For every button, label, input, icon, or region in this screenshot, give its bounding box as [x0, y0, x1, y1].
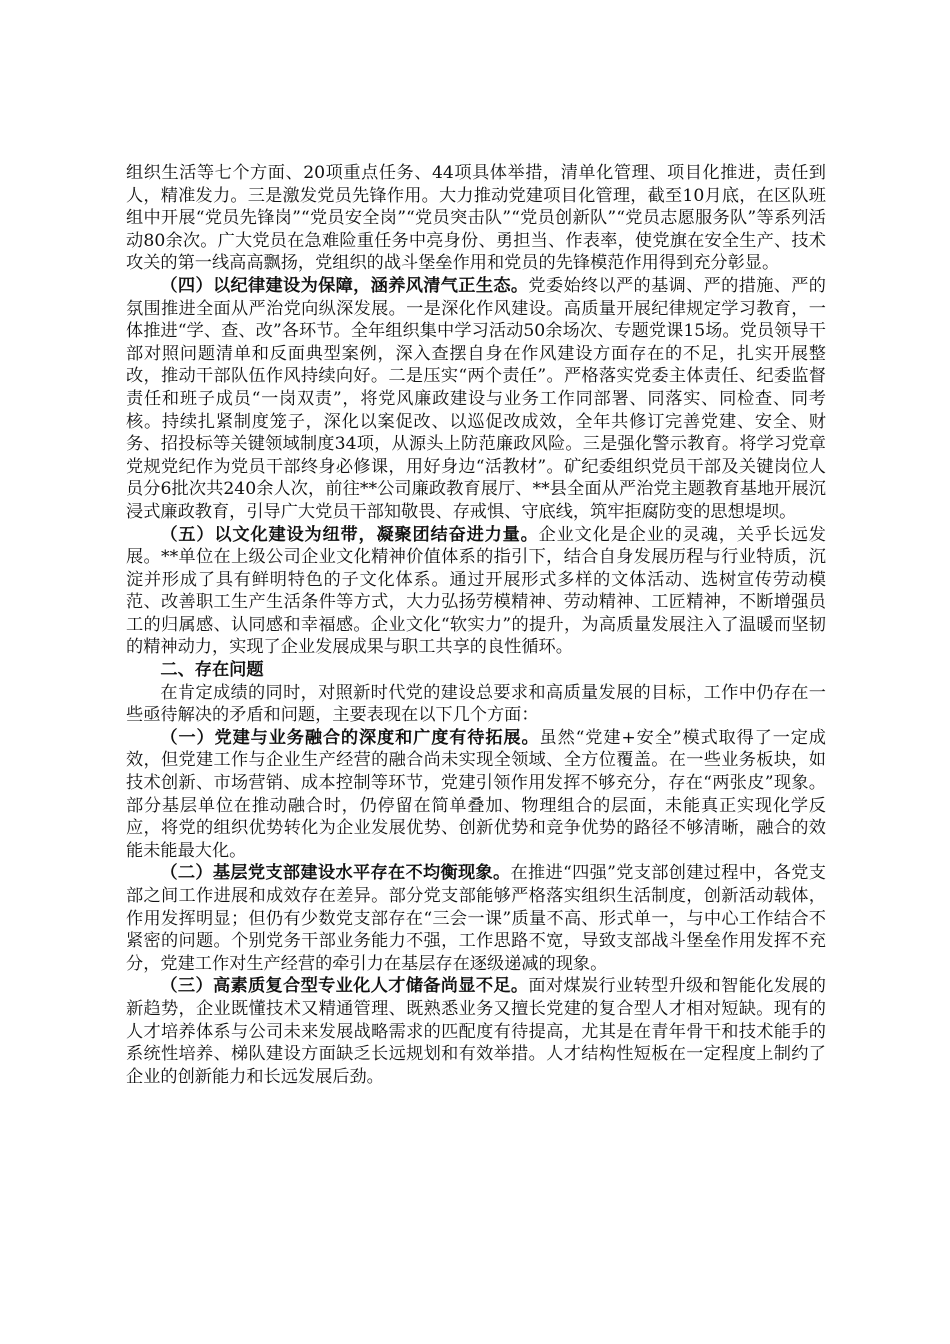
paragraph-lead: （一）党建与业务融合的深度和广度有待拓展。 — [160, 727, 540, 748]
paragraph-lead: （五）以文化建设为纽带，凝聚团结奋进力量。 — [160, 524, 539, 545]
paragraph-text: 在推进“四强”党支部创建过程中，各党支部之间工作进展和成效存在差异。部分党支部能够严格落实组织生活制度，创新活动载体，作用发挥明显；但仍有少数党支部存在“三会一课”质量不高、形式单一，与中心工作结合不紧密的问题。个别党务干部业务能力不强，工作思路不宽，导致支部战斗堡垒作用发挥不充分，党建工作对生产经营的牵引力在基层存在逐级递减的现象。 — [126, 863, 826, 974]
paragraph-text: 企业文化是企业的灵魂，关乎长远发展。**单位在上级公司企业文化精神价值体系的指引下，结合自身发展历程与行业特质，沉淀并形成了具有鲜明特色的子文化体系。通过开展形式多样的文体活动、选树宣传劳动模范、改善职工生产生活条件等方式，大力弘扬劳模精神、劳动精神、工匠精神，不断增强员工的归属感、认同感和幸福感。企业文化“软实力”的提升，为高质量发展注入了温暖而坚韧的精神动力，实现了企业发展成果与职工共享的良性循环。 — [126, 524, 826, 658]
paragraph-text: 党委始终以严的基调、严的措施、严的氛围推进全面从严治党向纵深发展。一是深化作风建设。高质量开展纪律规定学习教育，一体推进“学、查、改”各环节。全年组织集中学习活动50余场次、专题党课15场。党员领导干部对照问题清单和反面典型案例，深入查摆自身在作风建设方面存在的不足，扎实开展整改，推动干部队伍作风持续向好。二是压实“两个责任”。严格落实党委主体责任、纪委监督责任和班子成员“一岗双责”，将党风廉政建设与业务工作同部署、同落实、同检查、同考核。持续扎紧制度笼子，深化以案促改、以巡促改成效，全年共修订完善党建、安全、财务、招投标等关键领域制度34项，从源头上防范廉政风险。三是强化警示教育。将学习党章党规党纪作为党员干部终身必修课，用好身边“活教材”。矿纪委组织党员干部及关键岗位人员分6批次共240余人次，前往**公司廉政教育展厅、**县全面从严治党主题教育基地开展沉浸式廉政教育，引导广大党员干部知敬畏、存戒惧、守底线，筑牢拒腐防变的思想堤坝。 — [126, 275, 826, 522]
paragraph-problem-branch-imbalance — [126, 862, 826, 975]
paragraph-problem-integration — [126, 727, 826, 863]
paragraph-text: 在肯定成绩的同时，对照新时代党的建设总要求和高质量发展的目标，工作中仍存在一些亟待解决的矛盾和问题，主要表现在以下几个方面： — [126, 682, 826, 726]
paragraph-party-building-continued — [126, 162, 826, 275]
section-title-problems: 二、存在问题 — [160, 660, 264, 681]
paragraph-text: 虽然“党建+安全”模式取得了一定成效，但党建工作与企业生产经营的融合尚未实现全领域、全方位覆盖。在一些业务板块，如技术创新、市场营销、成本控制等环节，党建引领作用发挥不够充分，存在“两张皮”现象。部分基层单位在推动融合时，仍停留在简单叠加、物理组合的层面，未能真正实现化学反应，将党的组织优势转化为企业发展优势、创新优势和竞争优势的路径不够清晰，融合的效能未能最大化。 — [126, 727, 826, 861]
paragraph-lead: （三）高素质复合型专业化人才储备尚显不足。 — [160, 976, 529, 997]
paragraph-problems-intro — [126, 682, 826, 727]
paragraph-text: 面对煤炭行业转型升级和智能化发展的新趋势，企业既懂技术又精通管理、既熟悉业务又擅长党建的复合型人才相对短缺。现有的人才培养体系与公司未来发展战略需求的匹配度有待提高，尤其是在青年骨干和技术能手的系统性培养、梯队建设方面缺乏长远规划和有效举措。人才结构性短板在一定程度上制约了企业的创新能力和长远发展后劲。 — [126, 976, 826, 1087]
paragraph-discipline-building — [126, 275, 826, 524]
paragraph-problem-talent — [126, 975, 826, 1088]
paragraph-text: 组织生活等七个方面、20项重点任务、44项具体举措，清单化管理、项目化推进，责任到人，精准发力。三是激发党员先锋作用。大力推动党建项目化管理，截至10月底，在区队班组中开展“党员先锋岗”“党员安全岗”“党员突击队”“党员创新队”“党员志愿服务队”等系列活动80余次。广大党员在急难险重任务中亮身份、勇担当、作表率，使党旗在安全生产、技术攻关的第一线高高飘扬，党组织的战斗堡垒作用和党员的先锋模范作用得到充分彰显。 — [126, 163, 826, 274]
document-page — [126, 162, 826, 1088]
paragraph-lead: （四）以纪律建设为保障，涵养风清气正生态。 — [160, 275, 529, 296]
paragraph-culture-building — [126, 524, 826, 660]
paragraph-lead: （二）基层党支部建设水平存在不均衡现象。 — [160, 863, 511, 884]
